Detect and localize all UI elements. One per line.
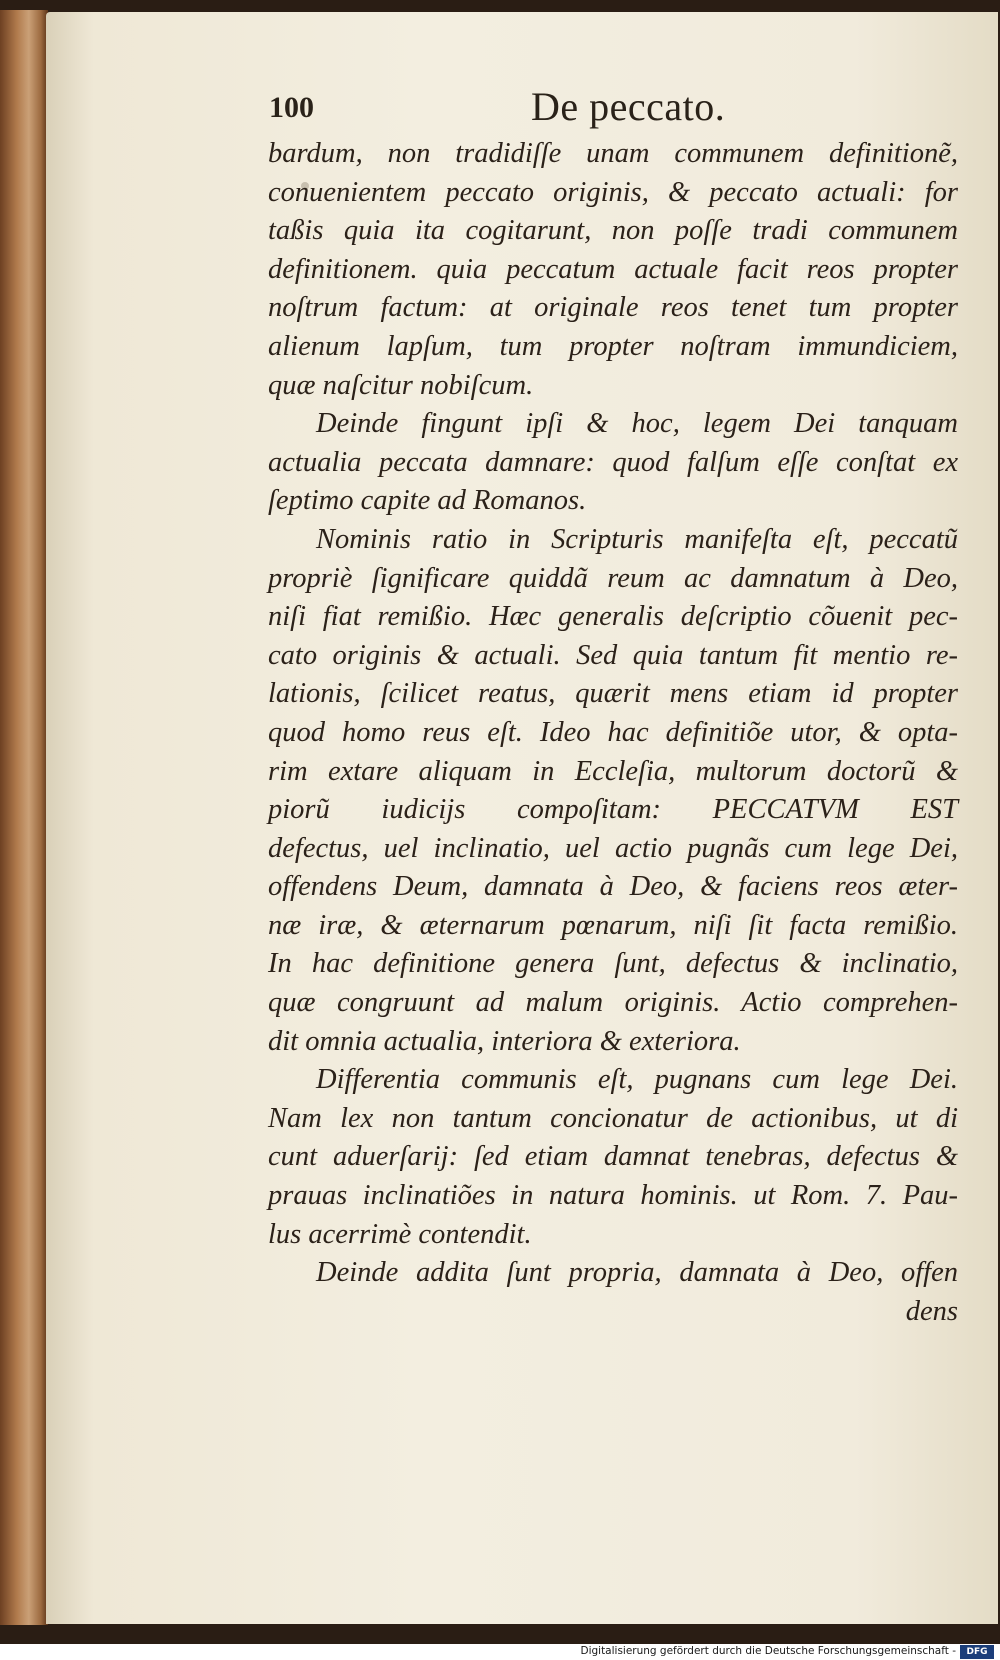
- text-line: noſtrum factum: at originale reos tenet tum propter: [268, 292, 958, 324]
- footer-credit-bar: [0, 1644, 1000, 1660]
- text-line: lationis, ſcilicet reatus, quærit mens etiam id propter: [268, 678, 958, 710]
- text-line: dit omnia actualia, interiora & exteriora.: [268, 1025, 741, 1057]
- text-line: propriè ſignificare quiddã reum ac damnatum à Deo,: [268, 562, 958, 594]
- text-line: Differentia communis eſt, pugnans cum lege Dei.: [316, 1064, 958, 1096]
- body-text: [268, 135, 958, 1331]
- text-line: cunt aduerſarij: ſed etiam damnat tenebras, defectus &: [268, 1141, 958, 1173]
- text-line: In hac definitione genera ſunt, defectus & inclinatio,: [268, 948, 958, 980]
- book-page-edges: [0, 10, 48, 1625]
- page-number: 100: [269, 91, 314, 124]
- text-line: bardum, non tradidiſſe unam communem definitionẽ,: [268, 138, 958, 169]
- text-line: dens: [905, 1295, 958, 1327]
- text-line: actualia peccata damnare: quod falſum eſſe conſtat ex: [268, 446, 958, 478]
- text-line: rim extare aliquam in Eccleſia, multorum doctorũ &: [268, 755, 958, 787]
- text-line: Deinde addita ſunt propria, damnata à Deo, offen: [316, 1257, 958, 1289]
- text-line: lus acerrimè contendit.: [268, 1218, 532, 1250]
- text-line: taßis quia ita cogitarunt, non poſſe tradi communem: [268, 215, 958, 247]
- running-title: De peccato.: [531, 84, 726, 129]
- text-line: defectus, uel inclinatio, uel actio pugnãs cum lege Dei,: [268, 832, 958, 864]
- text-line: conuenientem peccato originis, & peccato actuali: for: [268, 176, 958, 208]
- text-line: quæ naſcitur nobiſcum.: [268, 369, 534, 401]
- text-line: ſeptimo capite ad Romanos.: [268, 485, 587, 517]
- text-line: Nominis ratio in Scripturis manifeſta eſt, peccatũ: [316, 523, 958, 555]
- text-line: definitionem. quia peccatum actuale facit reos propter: [268, 253, 958, 285]
- text-line: prauas inclinatiões in natura hominis. ut Rom. 7. Pau-: [268, 1180, 958, 1212]
- text-line: quæ congruunt ad malum originis. Actio comprehen-: [268, 987, 958, 1019]
- text-line: niſi fiat remißio. Hæc generalis deſcriptio cõuenit pec-: [268, 601, 958, 633]
- text-line: Deinde fingunt ipſi & hoc, legem Dei tanquam: [316, 408, 958, 440]
- text-line: quod homo reus eſt. Ideo hac definitiõe utor, & opta-: [268, 716, 958, 748]
- footer-credit-text: Digitalisierung gefördert durch die Deutsche Forschungsgemeinschaft -: [580, 1645, 956, 1657]
- text-line: piorũ iudicijs compoſitam: PECCATVM EST: [268, 794, 958, 826]
- text-line: næ iræ, & æternarum pœnarum, niſi ſit facta remißio.: [268, 909, 958, 941]
- text-line: Nam lex non tantum concionatur de actionibus, ut di: [268, 1102, 958, 1134]
- text-line: cato originis & actuali. Sed quia tantum fit mentio re-: [268, 639, 958, 671]
- text-line: alienum lapſum, tum propter noſtram immundiciem,: [268, 330, 958, 362]
- running-head: [225, 85, 980, 135]
- text-line: offendens Deum, damnata à Deo, & faciens reos æter-: [268, 871, 958, 903]
- dfg-logo: DFG: [960, 1645, 994, 1659]
